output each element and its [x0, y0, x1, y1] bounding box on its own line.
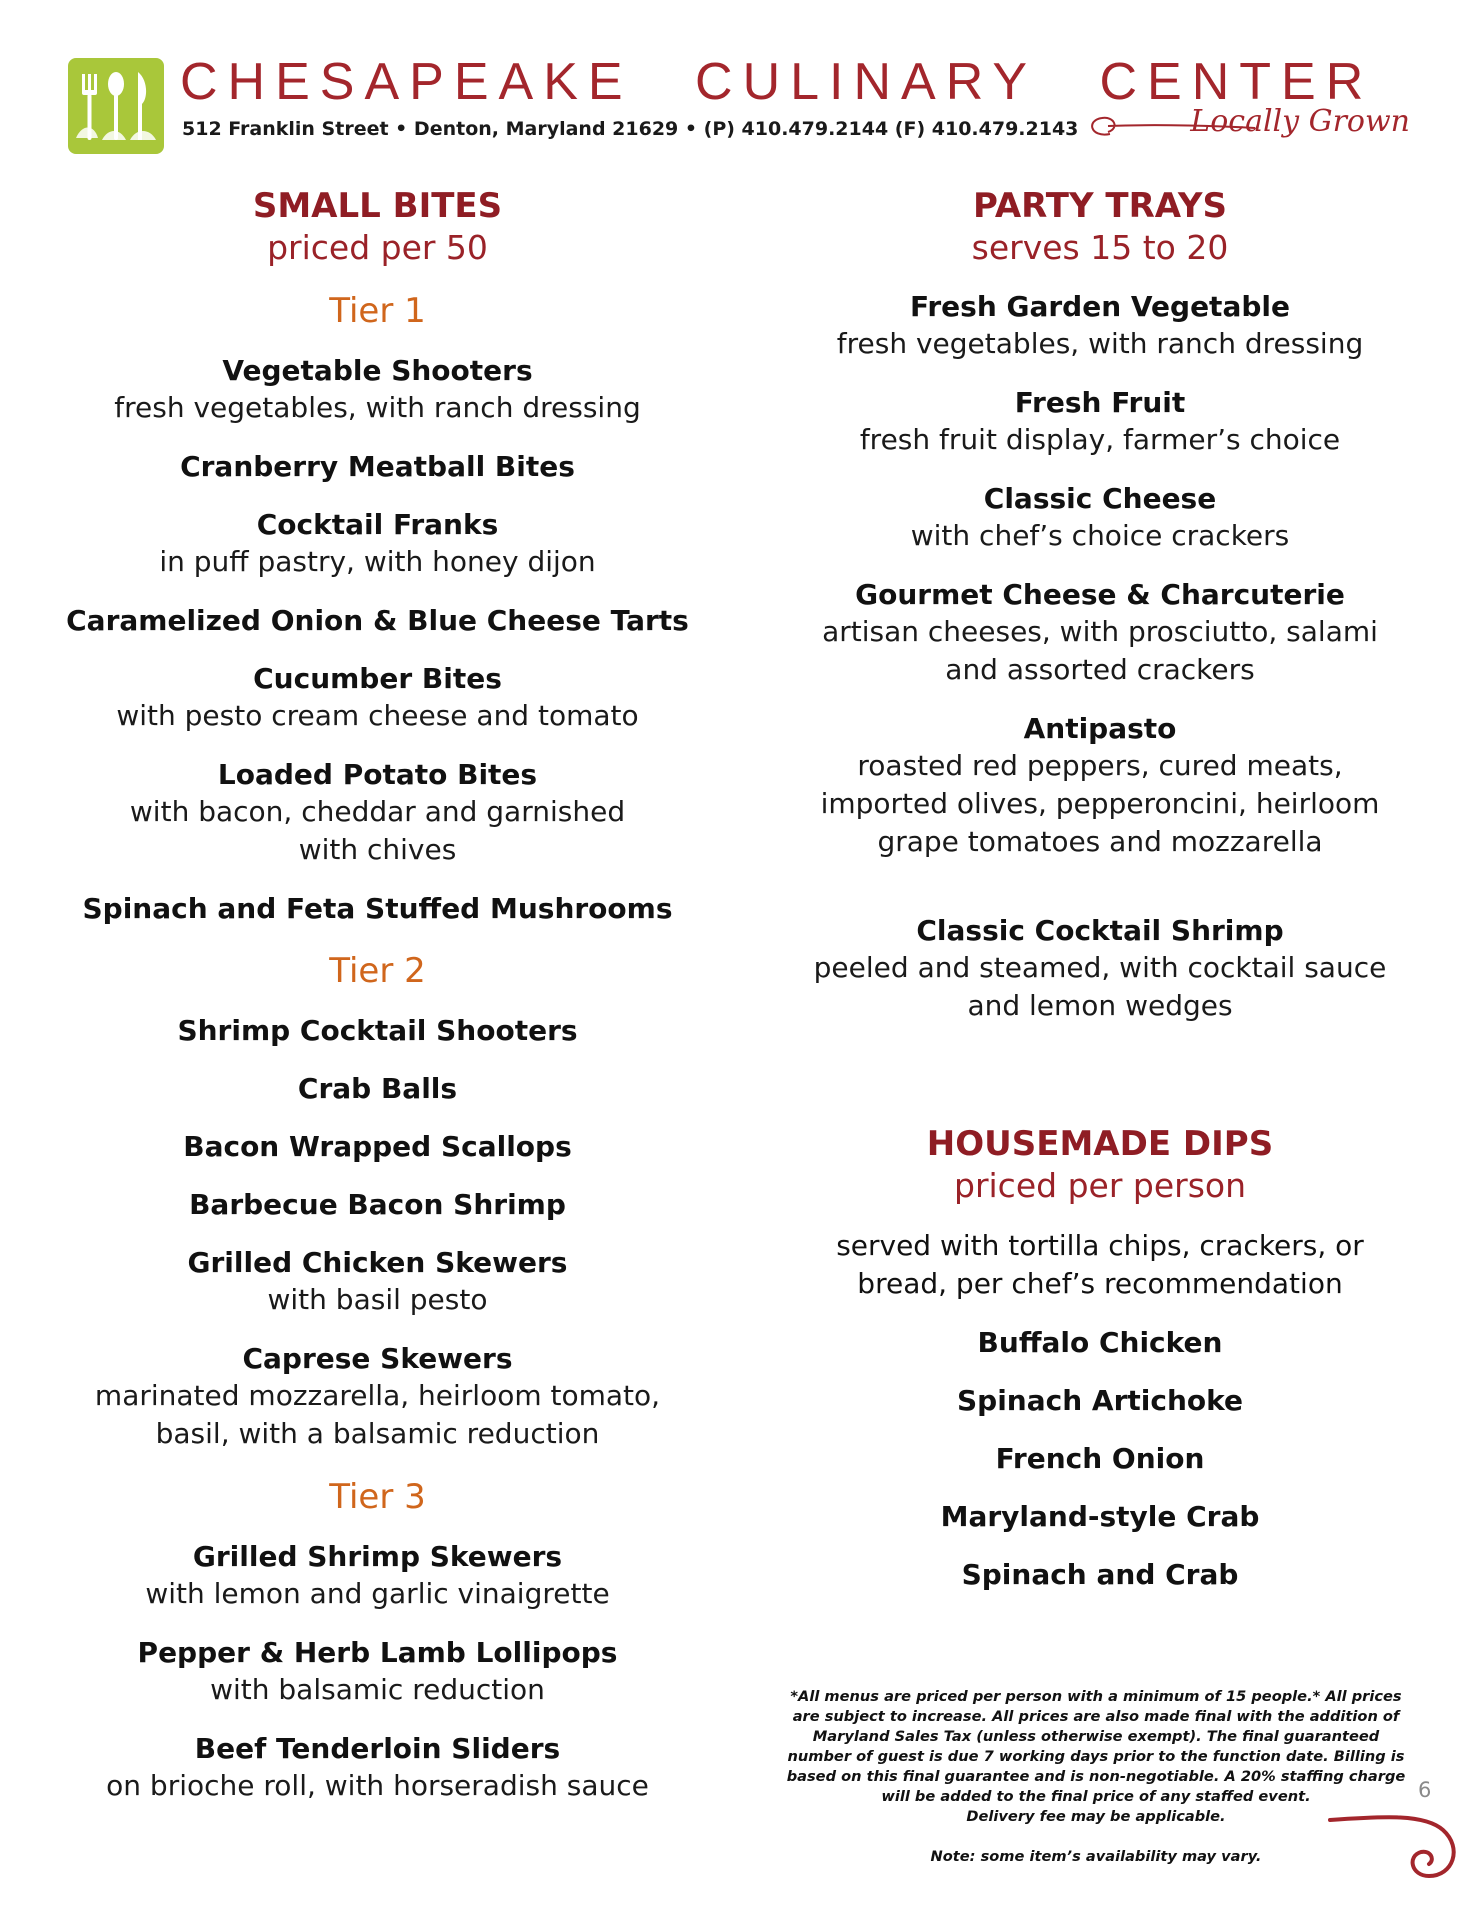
item-description: fresh vegetables, with ranch dressing: [836, 327, 1364, 360]
menu-item: [60, 1129, 695, 1165]
menu-item: [60, 1635, 695, 1709]
menu-item: [60, 1245, 695, 1319]
menu-item: [60, 1013, 695, 1049]
menu-item: [790, 1499, 1410, 1535]
item-name: Maryland-style Crab: [940, 1500, 1260, 1533]
item-name: Barbecue Bacon Shrimp: [189, 1188, 566, 1221]
party-trays-section: [790, 185, 1410, 1615]
item-name: Antipasto: [1023, 712, 1177, 745]
tier-2-heading: Tier 2: [329, 951, 426, 991]
menu-item: [60, 603, 695, 639]
item-description: with chef’s choice crackers: [910, 519, 1290, 552]
item-name: Cranberry Meatball Bites: [180, 450, 575, 483]
item-description: artisan cheeses, with prosciutto, salami and assorted crackers: [822, 615, 1378, 686]
item-name: Buffalo Chicken: [977, 1326, 1223, 1359]
item-description: with lemon and garlic vinaigrette: [145, 1577, 610, 1610]
item-description: fresh vegetables, with ranch dressing: [114, 391, 641, 424]
item-description: fresh fruit display, farmer’s choice: [859, 423, 1341, 456]
tagline-text: Locally Grown: [1190, 104, 1410, 139]
menu-item: [60, 1341, 695, 1453]
tier-3-heading: Tier 3: [329, 1477, 426, 1517]
small-bites-title: SMALL BITES: [252, 186, 503, 226]
item-name: Caramelized Onion & Blue Cheese Tarts: [66, 604, 689, 637]
brand-word: CHESAPEAKE: [180, 53, 633, 111]
item-name: Classic Cheese: [983, 482, 1217, 515]
spacer: [790, 1047, 1410, 1123]
item-name: Pepper & Herb Lamb Lollipops: [137, 1636, 618, 1669]
menu-item: [60, 757, 695, 869]
fineprint-note: Note: some item’s availability may vary.: [930, 1848, 1262, 1865]
item-name: Spinach and Feta Stuffed Mushrooms: [82, 892, 673, 925]
item-name: Beef Tenderloin Sliders: [194, 1732, 561, 1765]
item-name: Spinach Artichoke: [956, 1384, 1243, 1417]
fineprint-text: *All menus are priced per person with a minimum of 15 people.* All prices are subject to increase. All prices are also made final with the addition of Maryland Sales Tax (unless otherwise exempt). The final guaranteed number of guest is due 7 working days prior to the function date. Billing is based on this final guarantee and is non-negotiable. A 20% staffing charge will be added to the final price of any staffed event.: [786, 1688, 1406, 1805]
item-name: Bacon Wrapped Scallops: [183, 1130, 572, 1163]
fineprint: [786, 1687, 1406, 1867]
item-description: with basil pesto: [267, 1283, 488, 1316]
item-name: Shrimp Cocktail Shooters: [177, 1014, 578, 1047]
menu-item: [60, 1071, 695, 1107]
item-name: Fresh Garden Vegetable: [910, 290, 1290, 323]
item-name: Caprese Skewers: [242, 1342, 513, 1375]
item-description: on brioche roll, with horseradish sauce: [106, 1769, 649, 1802]
swirl-ornament-icon: [1325, 1800, 1475, 1900]
item-name: Grilled Shrimp Skewers: [192, 1540, 563, 1573]
item-name: Cocktail Franks: [256, 508, 499, 541]
item-description: peeled and steamed, with cocktail sauce and lemon wedges: [813, 951, 1387, 1022]
brand-word: CULINARY: [695, 53, 1038, 111]
brand-word: CENTER: [1099, 53, 1374, 111]
menu-item: [60, 507, 695, 581]
tier-1-heading: Tier 1: [329, 291, 426, 331]
menu-item: [790, 577, 1410, 689]
menu-item: [790, 1383, 1410, 1419]
item-name: Loaded Potato Bites: [217, 758, 538, 791]
menu-item: [790, 1441, 1410, 1477]
fork-spoon-knife-icon: [68, 58, 164, 154]
party-trays-title: PARTY TRAYS: [973, 186, 1227, 226]
item-description: in puff pastry, with honey dijon: [159, 545, 596, 578]
menu-item: [790, 385, 1410, 459]
item-description: with balsamic reduction: [210, 1673, 545, 1706]
menu-item: [60, 661, 695, 735]
menu-item: [790, 481, 1410, 555]
logo: [68, 58, 164, 154]
small-bites-subtitle: priced per 50: [267, 228, 488, 267]
item-description: roasted red peppers, cured meats, imported olives, pepperoncini, heirloom grape tomatoes and mozzarella: [820, 749, 1380, 858]
item-description: with pesto cream cheese and tomato: [116, 699, 639, 732]
dips-intro: served with tortilla chips, crackers, or bread, per chef’s recommendation: [836, 1229, 1364, 1300]
menu-item: [790, 289, 1410, 363]
housemade-dips-subtitle: priced per person: [954, 1166, 1246, 1205]
fineprint-delivery: Delivery fee may be applicable.: [966, 1808, 1226, 1825]
menu-item: [790, 1557, 1410, 1593]
menu-item: [60, 1539, 695, 1613]
menu-item: [60, 1187, 695, 1223]
menu-item: [60, 353, 695, 427]
spacer: [790, 883, 1410, 913]
item-description: marinated mozzarella, heirloom tomato, basil, with a balsamic reduction: [94, 1379, 661, 1450]
item-description: with bacon, cheddar and garnished with chives: [129, 795, 626, 866]
item-name: Classic Cocktail Shrimp: [916, 914, 1284, 947]
item-name: French Onion: [995, 1442, 1205, 1475]
item-name: Vegetable Shooters: [222, 354, 533, 387]
small-bites-section: [60, 185, 695, 1827]
item-name: Gourmet Cheese & Charcuterie: [855, 578, 1345, 611]
tagline: [1080, 104, 1410, 154]
item-name: Fresh Fruit: [1014, 386, 1186, 419]
item-name: Crab Balls: [297, 1072, 458, 1105]
menu-item: [60, 449, 695, 485]
item-name: Spinach and Crab: [961, 1558, 1239, 1591]
item-name: Grilled Chicken Skewers: [187, 1246, 568, 1279]
page-number: 6: [1418, 1778, 1432, 1802]
menu-item: [790, 711, 1410, 861]
menu-item: [60, 1731, 695, 1805]
item-name: Cucumber Bites: [253, 662, 502, 695]
housemade-dips-title: HOUSEMADE DIPS: [926, 1124, 1274, 1164]
menu-item: [790, 913, 1410, 1025]
address: 512 Franklin Street • Denton, Maryland 21629 • (P) 410.479.2144 (F) 410.479.2143: [182, 118, 1079, 140]
menu-item: [60, 891, 695, 927]
menu-item: [790, 1325, 1410, 1361]
party-trays-subtitle: serves 15 to 20: [971, 228, 1229, 267]
